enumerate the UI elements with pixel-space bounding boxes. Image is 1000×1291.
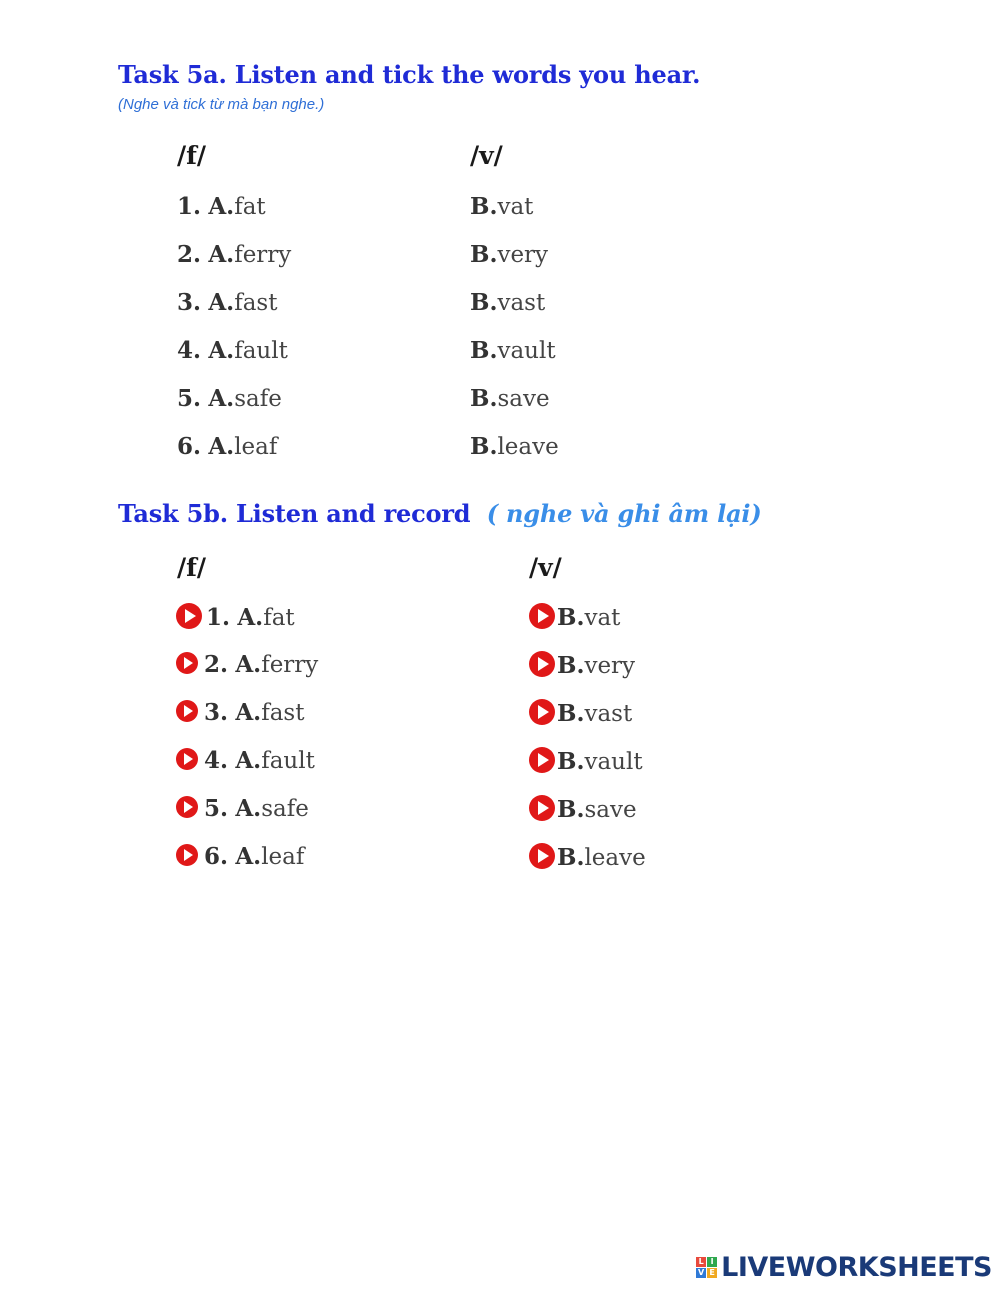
option-a-label: A. (208, 289, 235, 316)
option-b-label: B. (470, 241, 498, 268)
item-number: 3. (177, 289, 202, 316)
option-b-label: B. (557, 748, 585, 775)
task5a-option-b-5[interactable] (470, 385, 550, 412)
play-icon[interactable] (529, 795, 555, 821)
item-number: 2. (177, 241, 202, 268)
task5a-option-b-4[interactable] (470, 337, 556, 364)
task5a-col-v-heading: /v/ (470, 141, 503, 170)
play-icon[interactable] (176, 603, 202, 629)
item-number: 6. (204, 843, 229, 870)
option-b-word: save (497, 386, 550, 412)
task5a-subtitle: (Nghe và tick từ mà bạn nghe.) (118, 96, 325, 113)
task5a-option-b-3[interactable] (470, 289, 545, 316)
task5a-option-b-2[interactable] (470, 241, 548, 268)
task5b-option-a-1 (176, 603, 295, 631)
option-b-word: vat (497, 194, 534, 220)
task5b-option-b-5 (529, 795, 637, 823)
option-a-label: A. (235, 651, 262, 678)
option-a-word: fat (263, 605, 295, 631)
task5b-option-a-2 (176, 651, 318, 678)
option-b-word: leave (497, 434, 559, 460)
option-b-label: B. (557, 844, 585, 871)
option-b-label: B. (470, 385, 498, 412)
option-b-word: save (584, 797, 637, 823)
task5a-option-a-4[interactable] (177, 337, 288, 364)
option-a-label: A. (208, 433, 235, 460)
item-number: 3. (204, 699, 229, 726)
option-a-label: A. (208, 193, 235, 220)
option-b-word: vat (584, 605, 621, 631)
option-a-word: ferry (234, 242, 292, 268)
option-b-word: vault (584, 749, 643, 775)
option-a-label: A. (235, 843, 262, 870)
task5a-option-a-2[interactable] (177, 241, 291, 268)
option-b-label: B. (470, 193, 498, 220)
option-b-word: vast (584, 701, 633, 727)
task5a-title: Task 5a. Listen and tick the words you hear. (118, 60, 701, 89)
task5a-option-a-3[interactable] (177, 289, 277, 316)
task5a-col-f-heading: /f/ (177, 141, 207, 170)
item-number: 2. (204, 651, 229, 678)
option-b-label: B. (470, 337, 498, 364)
play-icon[interactable] (529, 603, 555, 629)
option-a-label: A. (237, 604, 264, 631)
option-a-word: leaf (261, 844, 305, 870)
item-number: 5. (177, 385, 202, 412)
option-a-word: ferry (261, 652, 319, 678)
play-icon[interactable] (176, 796, 198, 818)
option-b-word: vast (497, 290, 546, 316)
task5a-option-b-6[interactable] (470, 433, 559, 460)
option-a-word: safe (234, 386, 282, 412)
play-icon[interactable] (176, 700, 198, 722)
logo-text: LIVEWORKSHEETS (721, 1252, 992, 1283)
task5b-option-a-5 (176, 795, 309, 822)
item-number: 1. (206, 604, 231, 631)
task5a-option-a-5[interactable] (177, 385, 282, 412)
task5a-option-a-1[interactable] (177, 193, 266, 220)
option-b-label: B. (557, 652, 585, 679)
play-icon[interactable] (529, 747, 555, 773)
option-a-word: fast (234, 290, 278, 316)
task5b-option-b-6 (529, 843, 646, 871)
task5b-option-a-6 (176, 843, 304, 870)
item-number: 1. (177, 193, 202, 220)
task5a-option-a-6[interactable] (177, 433, 277, 460)
task5b-option-a-4 (176, 747, 315, 774)
option-b-word: very (497, 242, 549, 268)
item-number: 5. (204, 795, 229, 822)
task5a-option-b-1[interactable] (470, 193, 533, 220)
play-icon[interactable] (529, 699, 555, 725)
option-a-label: A. (208, 385, 235, 412)
play-icon[interactable] (176, 748, 198, 770)
option-a-label: A. (235, 699, 262, 726)
option-a-word: fat (234, 194, 266, 220)
item-number: 4. (204, 747, 229, 774)
option-a-word: safe (261, 796, 309, 822)
option-b-label: B. (557, 604, 585, 631)
task5b-title: Task 5b. Listen and record (118, 499, 471, 528)
play-icon[interactable] (176, 844, 198, 866)
option-a-label: A. (235, 747, 262, 774)
item-number: 6. (177, 433, 202, 460)
option-b-label: B. (557, 700, 585, 727)
option-a-label: A. (235, 795, 262, 822)
option-b-word: very (584, 653, 636, 679)
option-b-label: B. (470, 289, 498, 316)
option-a-word: leaf (234, 434, 278, 460)
option-b-word: vault (497, 338, 556, 364)
task5b-subtitle: ( nghe và ghi âm lại) (486, 499, 762, 528)
option-b-label: B. (470, 433, 498, 460)
option-a-word: fault (261, 748, 315, 774)
option-b-word: leave (584, 845, 646, 871)
play-icon[interactable] (176, 652, 198, 674)
task5b-option-b-2 (529, 651, 635, 679)
option-a-label: A. (208, 241, 235, 268)
item-number: 4. (177, 337, 202, 364)
option-a-label: A. (208, 337, 235, 364)
option-b-label: B. (557, 796, 585, 823)
play-icon[interactable] (529, 843, 555, 869)
task5b-col-v-heading: /v/ (529, 553, 562, 582)
task5b-title-row (118, 499, 762, 528)
option-a-word: fast (261, 700, 305, 726)
task5b-option-b-3 (529, 699, 632, 727)
option-a-word: fault (234, 338, 288, 364)
task5b-option-b-1 (529, 603, 620, 631)
task5b-option-a-3 (176, 699, 304, 726)
liveworksheets-logo (696, 1252, 992, 1283)
task5b-col-f-heading: /f/ (177, 553, 207, 582)
play-icon[interactable] (529, 651, 555, 677)
logo-mark-icon: L I V E (696, 1257, 717, 1278)
task5b-option-b-4 (529, 747, 643, 775)
